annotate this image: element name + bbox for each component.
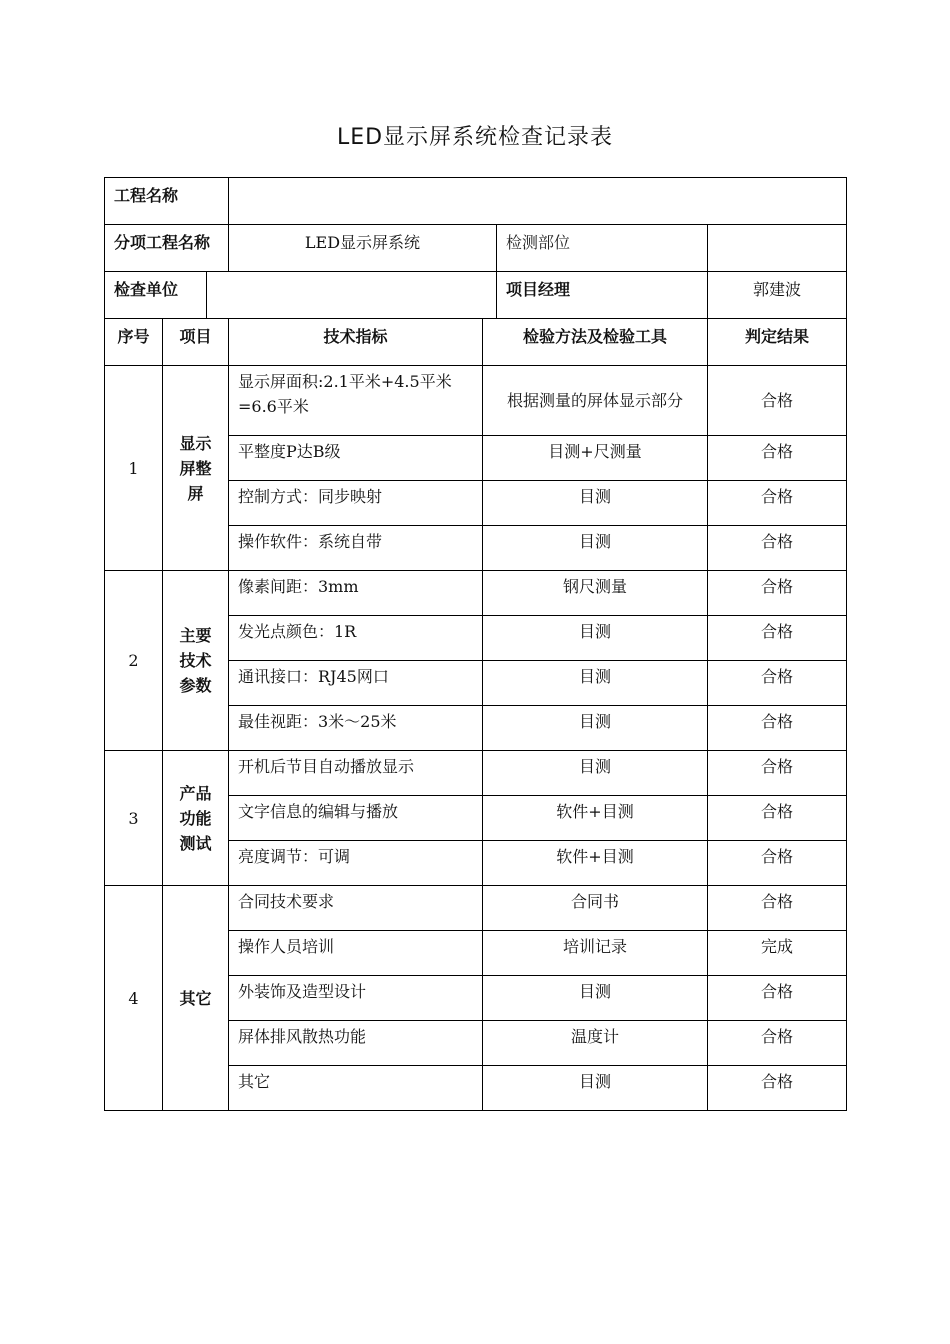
spec-cell: 显示屏面积:2.1平米+4.5平米=6.6平米	[229, 366, 483, 436]
method-cell: 根据测量的屏体显示部分	[483, 366, 708, 436]
method-cell: 目测	[483, 481, 708, 526]
spec-cell: 最佳视距：3米～25米	[229, 706, 483, 751]
spec-cell: 开机后节目自动播放显示	[229, 751, 483, 796]
manager-label: 项目经理	[497, 272, 708, 319]
spec-cell: 发光点颜色：1R	[229, 616, 483, 661]
spec-cell: 像素间距：3mm	[229, 571, 483, 616]
method-cell: 目测	[483, 661, 708, 706]
group-name	[163, 886, 229, 1111]
group-name-text: 其它	[179, 988, 212, 1008]
result-cell: 合格	[708, 571, 847, 616]
method-cell: 培训记录	[483, 931, 708, 976]
spec-cell: 外装饰及造型设计	[229, 976, 483, 1021]
spec-cell: 屏体排风散热功能	[229, 1021, 483, 1066]
method-cell: 目测+尺测量	[483, 436, 708, 481]
result-cell: 合格	[708, 706, 847, 751]
result-cell: 合格	[708, 436, 847, 481]
spec-cell: 其它	[229, 1066, 483, 1111]
column-header-row	[105, 319, 847, 366]
result-cell: 合格	[708, 366, 847, 436]
project-name-label: 工程名称	[105, 178, 229, 225]
col-header-result: 判定结果	[708, 319, 847, 366]
method-cell: 软件+目测	[483, 796, 708, 841]
method-cell: 目测	[483, 751, 708, 796]
sub-project-value: LED显示屏系统	[229, 225, 497, 272]
group-seq: 2	[105, 571, 163, 751]
spec-cell: 操作软件：系统自带	[229, 526, 483, 571]
group-name	[163, 366, 229, 571]
result-cell: 合格	[708, 886, 847, 931]
col-header-spec: 技术指标	[229, 319, 483, 366]
inspect-unit-label: 检查单位	[105, 272, 207, 319]
group-name-text: 显示屏整屏	[179, 433, 212, 503]
manager-value: 郭建波	[708, 272, 847, 319]
col-header-seq: 序号	[105, 319, 163, 366]
result-cell: 合格	[708, 841, 847, 886]
project-name-row	[105, 178, 847, 225]
table-row	[105, 366, 847, 436]
group-name-text: 产品功能测试	[179, 783, 212, 853]
spec-cell: 通讯接口：RJ45网口	[229, 661, 483, 706]
inspection-record-table	[104, 177, 847, 1111]
project-name-value	[229, 178, 847, 225]
method-cell: 温度计	[483, 1021, 708, 1066]
result-cell: 合格	[708, 751, 847, 796]
result-cell: 合格	[708, 616, 847, 661]
group-name-text: 主要技术参数	[179, 626, 212, 695]
spec-cell: 亮度调节：可调	[229, 841, 483, 886]
inspect-part-label: 检测部位	[497, 225, 708, 272]
method-cell: 钢尺测量	[483, 571, 708, 616]
inspect-part-value	[708, 225, 847, 272]
result-cell: 合格	[708, 976, 847, 1021]
col-header-method: 检验方法及检验工具	[483, 319, 708, 366]
result-cell: 完成	[708, 931, 847, 976]
page-title: LED显示屏系统检查记录表	[336, 125, 614, 150]
result-cell: 合格	[708, 661, 847, 706]
result-cell: 合格	[708, 796, 847, 841]
spec-cell: 平整度P达B级	[229, 436, 483, 481]
group-seq: 4	[105, 886, 163, 1111]
inspect-unit-row	[105, 272, 847, 319]
sub-project-label: 分项工程名称	[105, 225, 229, 272]
result-cell: 合格	[708, 526, 847, 571]
spec-cell: 文字信息的编辑与播放	[229, 796, 483, 841]
method-cell: 目测	[483, 706, 708, 751]
table-row	[105, 571, 847, 616]
spec-cell: 控制方式：同步映射	[229, 481, 483, 526]
method-cell: 目测	[483, 976, 708, 1021]
group-name	[163, 751, 229, 886]
method-cell: 目测	[483, 526, 708, 571]
sub-project-row	[105, 225, 847, 272]
col-header-item: 项目	[163, 319, 229, 366]
method-cell: 目测	[483, 616, 708, 661]
method-cell: 合同书	[483, 886, 708, 931]
group-seq: 1	[105, 366, 163, 571]
result-cell: 合格	[708, 1021, 847, 1066]
group-seq: 3	[105, 751, 163, 886]
group-name	[163, 571, 229, 751]
method-cell: 软件+目测	[483, 841, 708, 886]
result-cell: 合格	[708, 481, 847, 526]
result-cell: 合格	[708, 1066, 847, 1111]
table-row	[105, 751, 847, 796]
method-cell: 目测	[483, 1066, 708, 1111]
inspect-unit-value	[207, 272, 497, 319]
spec-cell: 操作人员培训	[229, 931, 483, 976]
table-row	[105, 886, 847, 931]
spec-cell: 合同技术要求	[229, 886, 483, 931]
